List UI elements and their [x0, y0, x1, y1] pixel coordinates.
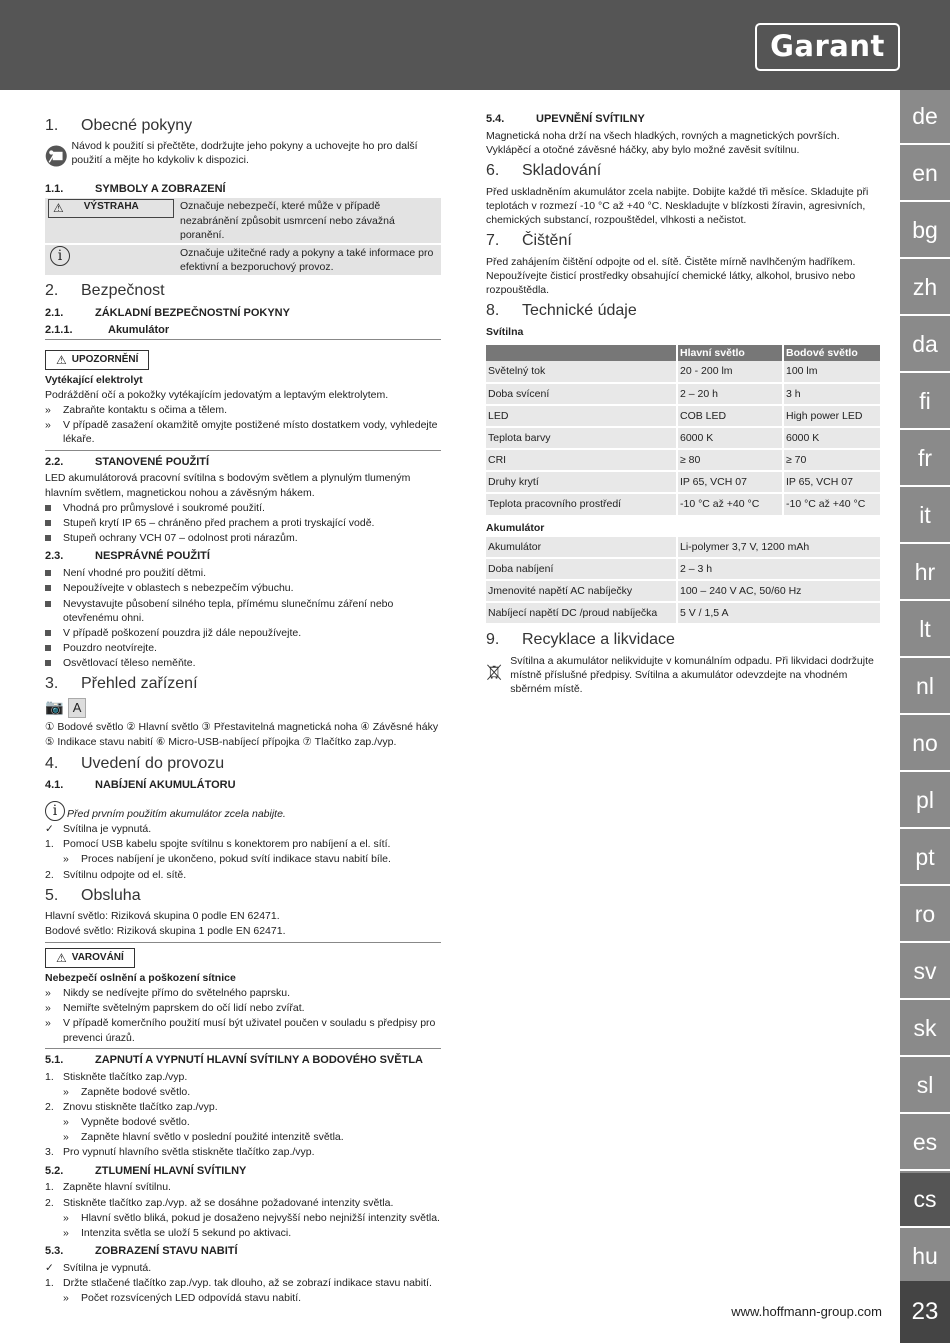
list-item: [45, 641, 441, 655]
text: Hlavní světlo: Riziková skupina 0 podle EN 62471.: [45, 910, 280, 923]
text: Svítilna: [486, 326, 524, 338]
text: Přehled zařízení: [81, 675, 198, 693]
text: Stiskněte tlačítko zap./vyp.: [63, 1070, 188, 1083]
text: Nikdy se nedívejte přímo do světelného paprsku.: [63, 986, 291, 999]
left-column: [45, 112, 441, 1306]
list-item: » V případě zasažení okamžitě omyjte postižené místo dostatkem vody, vyhledejte lékaře.: [45, 418, 441, 450]
language-tab-sv[interactable]: sv: [900, 945, 950, 1000]
text: 7.: [486, 232, 500, 250]
text: Stupeň ochrany VCH 07 – odolnost proti nárazům.: [63, 532, 298, 545]
table-row: [486, 449, 881, 471]
text: Akumulátor: [486, 521, 545, 534]
text: 4.1.: [45, 779, 64, 792]
subsection-heading: [45, 549, 441, 564]
list-item: » V případě komerčního použití musí být uživatel poučen v souladu s předpisy pro prevenci úrazů.: [45, 1016, 441, 1048]
text: [486, 345, 677, 361]
text: Vhodná pro průmyslové i soukromé použití.: [63, 501, 265, 514]
language-tab-nl[interactable]: nl: [900, 660, 950, 715]
language-tab-da[interactable]: da: [900, 318, 950, 373]
text: Technické údaje: [522, 302, 637, 320]
text: Pro vypnutí hlavního světla stiskněte tlačítko zap./vyp.: [63, 1146, 315, 1159]
subsection-heading: [45, 182, 441, 197]
text: 100 – 240 V AC, 50/60 Hz: [677, 580, 881, 602]
recycling-block: [486, 654, 882, 698]
list-item: 1. Stiskněte tlačítko zap./vyp.: [45, 1070, 188, 1083]
text: Zapněte bodové světlo.: [81, 1085, 191, 1098]
subsection-heading: [45, 1244, 441, 1259]
warning-triangle-icon: ⚠: [56, 352, 67, 367]
language-tab-bg[interactable]: bg: [900, 204, 950, 259]
section-heading: [45, 885, 441, 907]
text: COB LED: [677, 405, 783, 427]
text: ⑤ Indikace stavu nabití ⑥ Micro-USB-nabíjecí přípojka ⑦ Tlačítko zap./vyp.: [45, 736, 397, 749]
list-item: [45, 626, 441, 640]
text: 8.: [486, 302, 500, 320]
text: Zabraňte kontaktu s očima a tělem.: [63, 404, 227, 417]
table-row: [486, 361, 881, 382]
text: Uvedení do provozu: [81, 754, 225, 772]
intro-block: [45, 140, 441, 172]
text: Zapněte hlavní svítilnu.: [63, 1181, 171, 1194]
text: UPEVNĚNÍ SVÍTILNY: [536, 113, 645, 125]
text: V případě komerčního použití musí být uživatel poučen v souladu s předpisy pro prevenci úrazů.: [63, 1017, 436, 1044]
subsection-heading: [45, 778, 441, 793]
language-tab-no[interactable]: no: [900, 717, 950, 772]
table-row: [486, 383, 881, 405]
list-item: » Zapněte hlavní světlo v poslední použité intenzitě světla.: [63, 1131, 344, 1144]
list-item: » Nemiřte světelným paprskem do očí lidí nebo zvířat.: [45, 1002, 305, 1015]
list-item: 2. Svítilnu odpojte od el. sítě.: [45, 868, 187, 881]
warning-triangle-icon: ⚠: [56, 950, 67, 965]
text: 3 h: [783, 383, 881, 405]
language-tab-hr[interactable]: hr: [900, 546, 950, 601]
figure-label: A: [68, 698, 87, 718]
text: 2 – 20 h: [677, 383, 783, 405]
text: Bodové světlo: [783, 345, 881, 361]
text: VÝSTRAHA: [83, 201, 139, 213]
text: 9.: [486, 631, 500, 649]
list-item: 2. Stiskněte tlačítko zap./vyp. až se dosáhne požadované intenzity světla.: [45, 1196, 394, 1209]
warning-label: [45, 948, 135, 968]
text: 2.1.: [45, 306, 64, 319]
text: 1.: [45, 117, 59, 134]
language-tab-hu[interactable]: hu: [900, 1230, 950, 1285]
table-row: [486, 558, 881, 580]
text: Pomocí USB kabelu spojte svítilnu s konektorem pro nabíjení a el. sítí.: [63, 838, 391, 851]
list-item: » Nikdy se nedívejte přímo do světelného paprsku.: [45, 986, 291, 999]
text: 2.1.1.: [45, 323, 73, 336]
list-item: [45, 597, 441, 625]
read-manual-icon: [45, 140, 67, 172]
text: LED: [486, 405, 677, 427]
text: 100 lm: [783, 361, 881, 382]
text: SYMBOLY A ZOBRAZENÍ: [95, 182, 226, 195]
text: 2 – 3 h: [677, 558, 881, 580]
text: Čištění: [522, 232, 572, 250]
language-tab-es[interactable]: es: [900, 1116, 950, 1171]
subsection-heading: [486, 112, 882, 127]
list-item: [45, 656, 441, 670]
list-item: » Proces nabíjení je ukončeno, pokud svítí indikace stavu nabití bíle.: [63, 853, 391, 866]
list-item: ✓ Svítilna je vypnutá.: [45, 1261, 152, 1274]
text: Druhy krytí: [486, 471, 677, 493]
list-item: 1. Pomocí USB kabelu spojte svítilnu s konektorem pro nabíjení a el. sítí.: [45, 838, 391, 851]
subsubsection-heading: [45, 323, 441, 340]
text: 6.: [486, 162, 500, 180]
table-row: [486, 405, 881, 427]
text: V případě poškození pouzdra již dále nepoužívejte.: [63, 626, 302, 639]
list-item: » Zabraňte kontaktu s očima a tělem.: [45, 404, 227, 417]
text: Stupeň krytí IP 65 – chráněno před prachem a proti tryskající vodě.: [63, 516, 375, 529]
list-item: [45, 581, 441, 595]
text: Stiskněte tlačítko zap./vyp. až se dosáhne požadované intenzity světla.: [63, 1196, 394, 1209]
text: Teplota barvy: [486, 427, 677, 449]
text: ≥ 70: [783, 449, 881, 471]
text: 5.4.: [486, 113, 505, 125]
text: Držte stlačené tlačítko zap./vyp. tak dlouho, až se zobrazí indikace stavu nabití.: [63, 1277, 432, 1290]
section-heading: [486, 300, 882, 322]
table-row: [486, 537, 881, 558]
text: Nevystavujte působení silného tepla, přímému slunečnímu záření nebo otevřenému ohni.: [63, 597, 394, 624]
text: ① Bodové světlo ② Hlavní světlo ③ Přestavitelná magnetická noha ④ Závěsné háky: [45, 721, 439, 734]
language-tab-pl[interactable]: pl: [900, 774, 950, 829]
text: Svítilna je vypnutá.: [63, 823, 152, 835]
section-heading: [45, 753, 441, 775]
text: Proces nabíjení je ukončeno, pokud svítí indikace stavu nabití bíle.: [81, 853, 391, 866]
text: Doba svícení: [486, 383, 677, 405]
text: Obsluha: [81, 886, 141, 904]
language-tab-zh[interactable]: zh: [900, 261, 950, 316]
text: LED akumulátorová pracovní svítilna s bodovým světlem a plynulým tlumeným hlavním světlem, magnetickou nohou a závěsným hákem.: [45, 472, 411, 499]
section-heading: [45, 280, 441, 302]
text: Nabíjecí napětí DC /proud nabíječka: [486, 602, 677, 624]
text: -10 °C až +40 °C: [783, 493, 881, 515]
crossed-bin-icon: [486, 654, 502, 690]
text: Bezpečnost: [81, 282, 165, 300]
list-item: [45, 566, 441, 580]
section-heading: [45, 115, 441, 137]
text: Nepoužívejte v oblastech s nebezpečím výbuchu.: [63, 582, 294, 595]
text: Jmenovité napětí AC nabíječky: [486, 580, 677, 602]
text: Před prvním použitím akumulátor zcela nabijte.: [67, 807, 286, 820]
text: 20 - 200 lm: [677, 361, 783, 382]
text: 5.2.: [45, 1164, 64, 1177]
text: Před zahájením čištění odpojte od el. sítě. Čistěte mírně navlhčeným hadříkem. Nepoužívejte čisticí prostředky obsahující chemické látky, alkohol, brusivo nebo rozpouštědla.: [486, 255, 856, 297]
text: Svítilnu odpojte od el. sítě.: [63, 868, 187, 881]
list-item: [45, 516, 441, 530]
language-tab-de[interactable]: de: [900, 90, 950, 145]
text: VAROVÁNÍ: [71, 951, 124, 963]
subsection-heading: [45, 1053, 441, 1068]
specs-table-battery: [486, 537, 882, 626]
warning-triangle-icon: ⚠: [53, 201, 64, 216]
text: ≥ 80: [677, 449, 783, 471]
text: Akumulátor: [108, 323, 170, 336]
text: Počet rozsvícených LED odpovídá stavu nabití.: [81, 1292, 302, 1305]
text: Svítilna a akumulátor nelikvidujte v komunálním odpadu. Při likvidaci dodržujte místně příslušné předpisy. Svítilna a akumulátor odevzdejte na vhodném sběrném místě.: [510, 655, 874, 696]
text: ZÁKLADNÍ BEZPEČNOSTNÍ POKYNY: [95, 306, 290, 319]
text: Nemiřte světelným paprskem do očí lidí nebo zvířat.: [63, 1002, 305, 1015]
caution-label: [45, 350, 149, 370]
text: IP 65, VCH 07: [677, 471, 783, 493]
text: Hlavní světlo bliká, pokud je dosaženo nejvyšší nebo nejnižší intenzity světla.: [81, 1211, 440, 1224]
table-row: [486, 471, 881, 493]
subsection-heading: [45, 455, 441, 470]
text: 2.2.: [45, 455, 64, 468]
section-heading: [486, 629, 882, 651]
list-item: » Vypněte bodové světlo.: [63, 1116, 190, 1129]
text: 6000 K: [783, 427, 881, 449]
text: Intenzita světla se uloží 5 sekund po aktivaci.: [81, 1226, 292, 1239]
text: 5.3.: [45, 1245, 64, 1258]
text: Označuje užitečné rady a pokyny a také informace pro efektivní a bezporuchový provoz.: [177, 244, 441, 276]
section-heading: [486, 160, 882, 182]
subsection-heading: [45, 1164, 441, 1179]
text: Pouzdro neotvírejte.: [63, 642, 157, 655]
text: 4.: [45, 754, 59, 772]
text: 3.: [45, 675, 59, 693]
text: STANOVENÉ POUŽITÍ: [95, 455, 210, 468]
text: ZOBRAZENÍ STAVU NABITÍ: [95, 1245, 238, 1258]
text: Označuje nebezpečí, které může v případě nezabránění způsobit usmrcení nebo závažná poranění.: [177, 198, 441, 244]
language-tab-sk[interactable]: sk: [900, 1002, 950, 1057]
text: Recyklace a likvidace: [522, 631, 675, 649]
text: 6000 K: [677, 427, 783, 449]
info-icon: i: [45, 801, 65, 821]
table-row: [486, 602, 881, 624]
section-heading: [486, 230, 882, 252]
text: Znovu stiskněte tlačítko zap./vyp.: [63, 1100, 218, 1113]
language-tab-lt[interactable]: lt: [900, 603, 950, 658]
website-url[interactable]: www.hoffmann-group.com: [731, 1304, 882, 1319]
text: 1.1.: [45, 182, 64, 195]
text: Teplota pracovního prostředí: [486, 493, 677, 515]
text: 2.3.: [45, 550, 64, 563]
language-tab-sl[interactable]: sl: [900, 1059, 950, 1114]
language-tab-fi[interactable]: fi: [900, 375, 950, 430]
list-item: ✓ Svítilna je vypnutá.: [45, 823, 152, 835]
language-tab-it[interactable]: it: [900, 489, 950, 544]
text: Doba nabíjení: [486, 558, 677, 580]
subsection-heading: [45, 306, 441, 321]
list-item: » Hlavní světlo bliká, pokud je dosaženo nejvyšší nebo nejnižší intenzity světla.: [63, 1211, 440, 1224]
text: Obecné pokyny: [81, 117, 193, 134]
page-header: [0, 0, 950, 90]
text: 5.1.: [45, 1053, 64, 1066]
list-item: [45, 501, 441, 515]
text: Vytékající elektrolyt: [45, 373, 143, 386]
text: 5.: [45, 886, 59, 904]
text: ZTLUMENÍ HLAVNÍ SVÍTILNY: [95, 1164, 247, 1177]
language-tab-cs[interactable]: cs: [900, 1173, 950, 1228]
text: Není vhodné pro použití dětmi.: [63, 567, 207, 580]
text: Nebezpečí oslnění a poškození sítnice: [45, 971, 236, 984]
right-column: [486, 112, 882, 698]
text: Hlavní světlo: [677, 345, 783, 361]
text: Osvětlovací těleso neměňte.: [63, 657, 196, 670]
text: CRI: [486, 449, 677, 471]
text: Zapněte hlavní světlo v poslední použité intenzitě světla.: [81, 1131, 344, 1144]
text: ZAPNUTÍ A VYPNUTÍ HLAVNÍ SVÍTILNY A BODOVÉHO SVĚTLA: [95, 1053, 423, 1066]
specs-table-lamp: [486, 345, 882, 516]
table-row: [486, 427, 881, 449]
text: Akumulátor: [486, 537, 677, 558]
language-sidebar: [900, 90, 950, 1343]
text: NABÍJENÍ AKUMULÁTORU: [95, 779, 236, 792]
text: Návod k použití si přečtěte, dodržujte jeho pokyny a uchovejte ho pro další použití a mějte ho kdykoliv k dispozici.: [71, 139, 418, 166]
symbols-table: [45, 198, 441, 277]
language-tab-ro[interactable]: ro: [900, 888, 950, 943]
language-tab-en[interactable]: en: [900, 147, 950, 202]
text: 5 V / 1,5 A: [677, 602, 881, 624]
text: Vypněte bodové světlo.: [81, 1116, 190, 1129]
text: High power LED: [783, 405, 881, 427]
text: 2.: [45, 282, 59, 300]
list-item: » Intenzita světla se uloží 5 sekund po aktivaci.: [63, 1226, 292, 1239]
text: Svítilna je vypnutá.: [63, 1261, 152, 1274]
section-heading: [45, 673, 441, 695]
text: V případě zasažení okamžitě omyjte postižené místo dostatkem vody, vyhledejte lékaře.: [63, 419, 438, 446]
warning-symbol: [48, 199, 174, 217]
table-row: [486, 580, 881, 602]
text: Světelný tok: [486, 361, 677, 382]
list-item: [45, 531, 441, 545]
text: NESPRÁVNÉ POUŽITÍ: [95, 550, 210, 563]
list-item: 2. Znovu stiskněte tlačítko zap./vyp.: [45, 1100, 218, 1113]
text: Před uskladněním akumulátor zcela nabijte. Dobijte každé tři měsíce. Skladujte při teplotách v rozmezí -10 °C až +40 °C. Neskladujte v blízkosti žíravin, agresivních, chemických substancí, rozpouštědel, vlhkosti a nečistot.: [486, 185, 869, 227]
text: Magnetická noha drží na všech hladkých, rovných a magnetických površích. Vyklápěcí a otočné závěsné háčky, aby bylo možné zavěsit svítilnu.: [486, 129, 840, 157]
list-item: 3. Pro vypnutí hlavního světla stiskněte tlačítko zap./vyp.: [45, 1146, 315, 1159]
info-icon: i: [50, 246, 70, 266]
list-item: » Zapněte bodové světlo.: [63, 1085, 191, 1098]
table-row: [486, 493, 881, 515]
text: Li-polymer 3,7 V, 1200 mAh: [677, 537, 881, 558]
text: -10 °C až +40 °C: [677, 493, 783, 515]
language-tab-pt[interactable]: pt: [900, 831, 950, 886]
text: IP 65, VCH 07: [783, 471, 881, 493]
figure-reference: [45, 698, 441, 718]
text: Podráždění očí a pokožky vytékajícím jedovatým a leptavým elektrolytem.: [45, 388, 389, 401]
list-item: » Počet rozsvícených LED odpovídá stavu nabití.: [63, 1292, 302, 1305]
garant-logo: Garant: [755, 23, 900, 71]
list-item: 1. Držte stlačené tlačítko zap./vyp. tak dlouho, až se zobrazí indikace stavu nabití.: [45, 1277, 432, 1290]
list-item: 1. Zapněte hlavní svítilnu.: [45, 1181, 171, 1194]
text: Skladování: [522, 162, 602, 180]
text: UPOZORNĚNÍ: [71, 353, 139, 365]
text: Bodové světlo: Riziková skupina 1 podle EN 62471.: [45, 924, 441, 942]
page-number: 23: [900, 1281, 950, 1343]
camera-icon: 📷: [45, 698, 64, 716]
language-tab-fr[interactable]: fr: [900, 432, 950, 487]
